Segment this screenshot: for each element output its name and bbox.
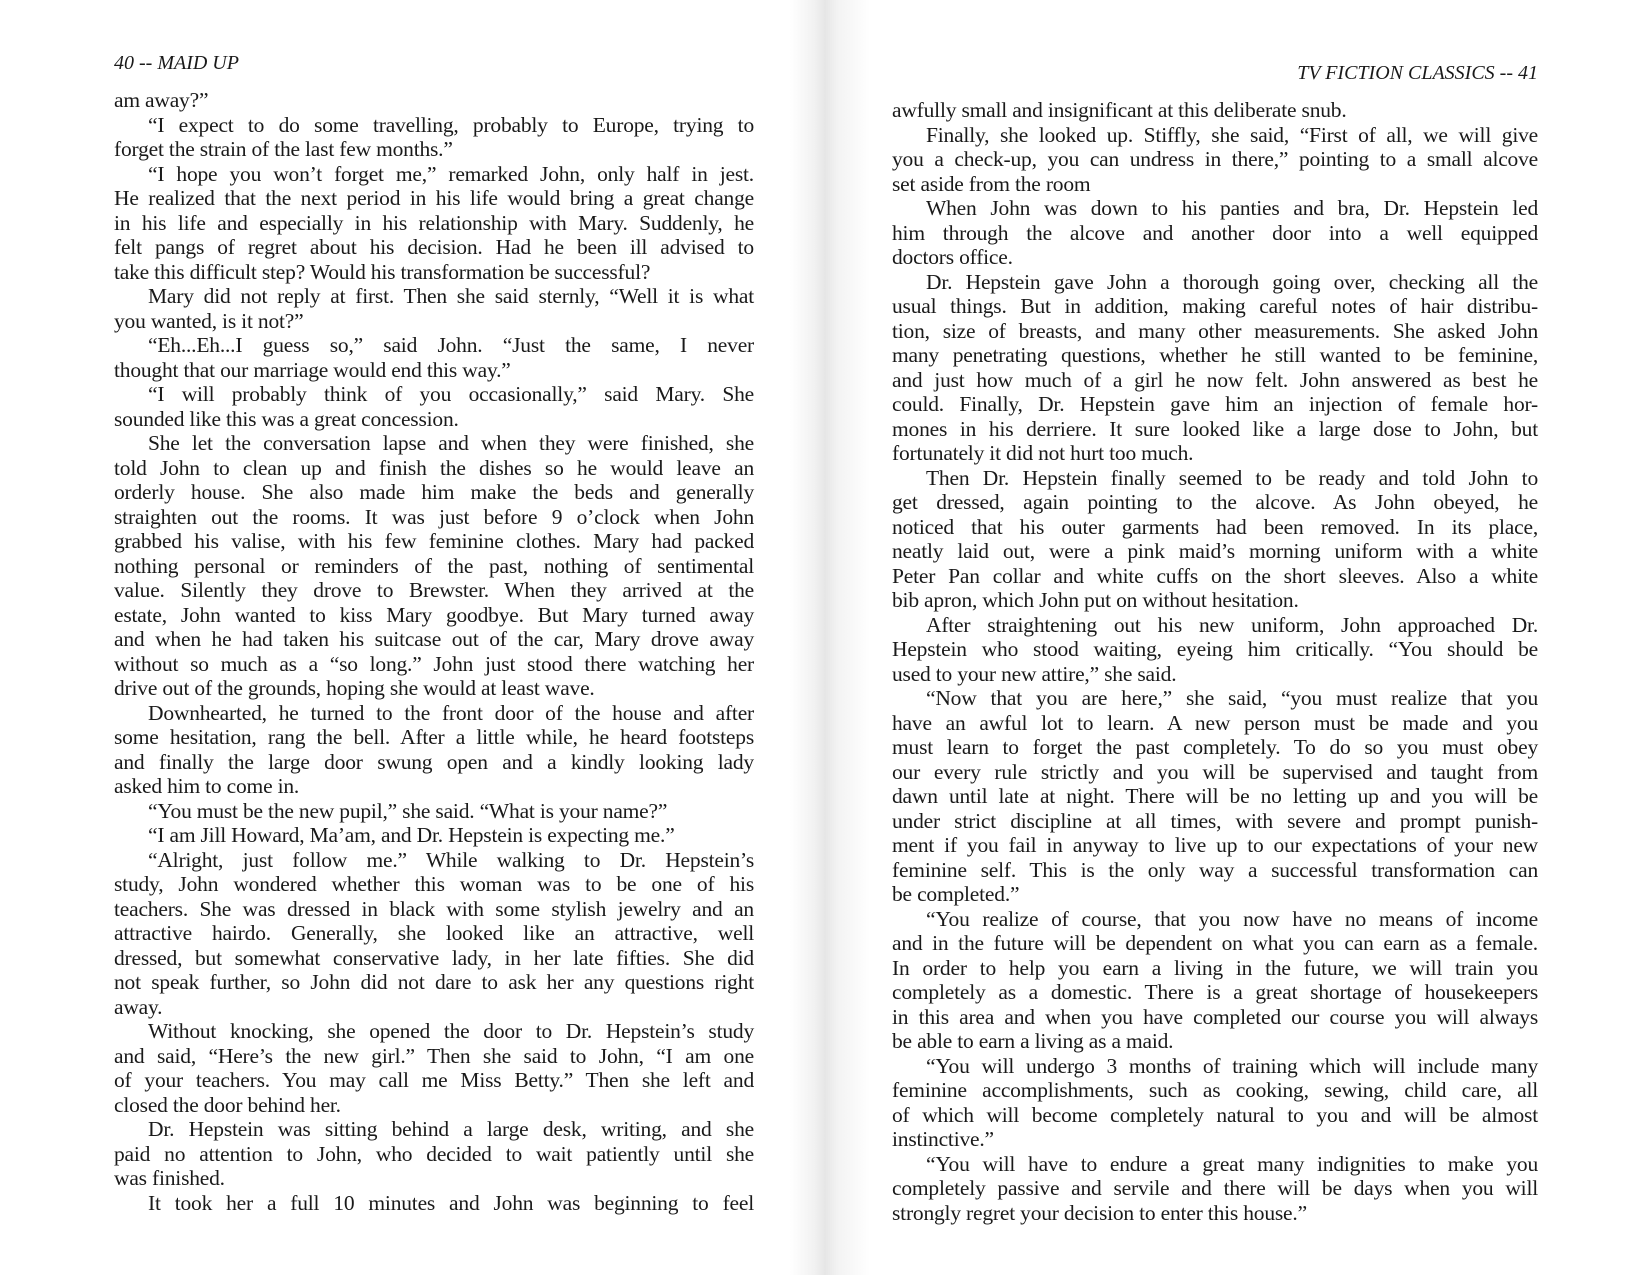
text-line: you a check-up, you can undress in there,” pointing to a small alcove — [892, 147, 1538, 171]
text-line: under strict discipline at all times, with severe and prompt punish- — [892, 808, 1538, 833]
text-line: awfully small and insignificant at this deliberate snub. — [892, 98, 1347, 122]
paragraph — [114, 848, 754, 1020]
text-line: paid no attention to John, who decided to wait patiently until she — [114, 1141, 754, 1166]
text-line: and in the future will be dependent on what you can earn as a female. — [892, 931, 1538, 955]
text-line: drive out of the grounds, hoping she would at least wave. — [114, 676, 595, 700]
paragraph — [892, 1152, 1538, 1226]
paragraph — [114, 823, 754, 848]
text-line: Mary did not reply at first. Then she said sternly, “Well it is what — [148, 284, 754, 308]
text-line: our every rule strictly and you will be supervised and taught from — [892, 759, 1538, 784]
text-line: She let the conversation lapse and when they were finished, she — [148, 431, 754, 455]
paragraph — [892, 98, 1538, 123]
text-line: tion, size of breasts, and many other measurements. She asked John — [892, 318, 1538, 343]
text-line: bib apron, which John put on without hesitation. — [892, 588, 1299, 612]
text-line: “Eh...Eh...I guess so,” said John. “Just the same, I never — [148, 333, 754, 357]
text-line: attractive hairdo. Generally, she looked like an attractive, well — [114, 921, 754, 945]
text-line: sounded like this was a great concession. — [114, 406, 459, 431]
text-line: Hepstein who stood waiting, eyeing him critically. “You should be — [892, 637, 1538, 661]
paragraph — [892, 613, 1538, 687]
text-line: am away?” — [114, 88, 209, 112]
paragraph — [114, 1019, 754, 1117]
text-line: “I expect to do some travelling, probably to Europe, trying to — [148, 112, 754, 137]
paragraph — [892, 123, 1538, 197]
text-line: feminine self. This is the only way a successful transformation can — [892, 857, 1538, 882]
text-line: “I am Jill Howard, Ma’am, and Dr. Hepstein is expecting me.” — [148, 823, 675, 847]
text-line: fortunately it did not hurt too much. — [892, 441, 1194, 465]
text-line: “You realize of course, that you now have no means of income — [926, 906, 1538, 931]
text-line: closed the door behind her. — [114, 1092, 341, 1117]
text-line: “You will have to endure a great many indignities to make you — [926, 1151, 1538, 1176]
text-line: Without knocking, she opened the door to Dr. Hepstein’s study — [148, 1019, 754, 1043]
text-line: dawn until late at night. There will be no letting up and you will be — [892, 784, 1538, 808]
text-line: Finally, she looked up. Stiffly, she said, “First of all, we will give — [926, 122, 1538, 147]
text-line: When John was down to his panties and bra, Dr. Hepstein led — [926, 196, 1538, 220]
paragraph — [892, 466, 1538, 613]
text-line: In order to help you earn a living in the future, we will train you — [892, 955, 1538, 980]
text-line: used to your new attire,” she said. — [892, 661, 1177, 686]
text-line: must learn to forget the past completely. To do so you must obey — [892, 735, 1538, 759]
text-line: After straightening out his new uniform, John approached Dr. — [926, 612, 1538, 637]
text-line: be able to earn a living as a maid. — [892, 1029, 1174, 1053]
text-line: teachers. She was dressed in black with some stylish jewelry and an — [114, 896, 754, 921]
paragraph — [892, 196, 1538, 270]
text-line: asked him to come in. — [114, 774, 300, 798]
text-line: “Alright, just follow me.” While walking to Dr. Hepstein’s — [148, 847, 754, 872]
text-line: you wanted, is it not?” — [114, 308, 304, 333]
text-line: Downhearted, he turned to the front door of the house and after — [148, 700, 754, 725]
text-line: neatly laid out, were a pink maid’s morning uniform with a white — [892, 539, 1538, 563]
right-page — [825, 0, 1650, 1275]
text-line: in this area and when you have completed our course you will always — [892, 1004, 1538, 1029]
paragraph — [892, 686, 1538, 907]
text-line: straighten out the rooms. It was just before 9 o’clock when John — [114, 504, 754, 529]
text-line: some hesitation, rang the bell. After a little while, he heard footsteps — [114, 725, 754, 749]
text-line: doctors office. — [892, 245, 1013, 269]
text-line: without so much as a “so long.” John just stood there watching her — [114, 651, 754, 676]
text-line: completely as a domestic. There is a great shortage of housekeepers — [892, 980, 1538, 1004]
paragraph — [892, 907, 1538, 1054]
text-line: set aside from the room — [892, 171, 1091, 196]
paragraph — [114, 162, 754, 285]
text-line: ment if you fail in anyway to live up to our expectations of your new — [892, 833, 1538, 857]
running-head-left: 40 -- MAID UP — [114, 52, 239, 74]
running-head-right: TV FICTION CLASSICS -- 41 — [1297, 62, 1538, 84]
paragraph — [114, 1117, 754, 1191]
right-page-body — [892, 98, 1538, 1225]
text-line: Dr. Hepstein gave John a thorough going over, checking all the — [926, 269, 1538, 294]
text-line: was finished. — [114, 1166, 225, 1190]
text-line: feminine accomplishments, such as cooking, sewing, child care, all — [892, 1078, 1538, 1102]
text-line: usual things. But in addition, making careful notes of hair distribu- — [892, 294, 1538, 318]
paragraph — [114, 431, 754, 701]
text-line: forget the strain of the last few months.” — [114, 137, 453, 161]
text-line: many penetrating questions, whether he still wanted to be feminine, — [892, 343, 1538, 367]
text-line: nothing personal or reminders of the past, nothing of sentimental — [114, 553, 754, 578]
text-line: instinctive.” — [892, 1127, 994, 1151]
text-line: Then Dr. Hepstein finally seemed to be ready and told John to — [926, 465, 1538, 490]
text-line: get dressed, again pointing to the alcove. As John obeyed, he — [892, 490, 1538, 514]
paragraph — [114, 284, 754, 333]
text-line: away. — [114, 994, 163, 1019]
paragraph — [114, 799, 754, 824]
paragraph — [892, 270, 1538, 466]
text-line: Peter Pan collar and white cuffs on the short sleeves. Also a white — [892, 563, 1538, 588]
text-line: could. Finally, Dr. Hepstein gave him an injection of female hor- — [892, 392, 1538, 416]
text-line: completely passive and servile and there will be days when you will — [892, 1176, 1538, 1200]
text-line: of your teachers. You may call me Miss Betty.” Then she left and — [114, 1068, 754, 1092]
text-line: and finally the large door swung open and a kindly looking lady — [114, 749, 754, 774]
text-line: strongly regret your decision to enter this house.” — [892, 1200, 1307, 1225]
text-line: not speak further, so John did not dare to ask her any questions right — [114, 970, 754, 994]
text-line: take this difficult step? Would his transformation be successful? — [114, 259, 651, 284]
text-line: of which will become completely natural to you and will be almost — [892, 1102, 1538, 1127]
paragraph — [114, 113, 754, 162]
text-line: “Now that you are here,” she said, “you must realize that you — [926, 686, 1538, 710]
text-line: noticed that his outer garments had been removed. In its place, — [892, 514, 1538, 539]
text-line: “I will probably think of you occasionally,” said Mary. She — [148, 382, 754, 406]
text-line: mones in his derriere. It sure looked like a large dose to John, but — [892, 416, 1538, 441]
text-line: He realized that the next period in his life would bring a great change — [114, 186, 754, 210]
text-line: and said, “Here’s the new girl.” Then she said to John, “I am one — [114, 1043, 754, 1068]
text-line: “You will undergo 3 months of training which will include many — [926, 1053, 1538, 1078]
paragraph — [114, 333, 754, 382]
text-line: It took her a full 10 minutes and John was beginning to feel — [148, 1190, 754, 1215]
paragraph — [114, 382, 754, 431]
text-line: “You must be the new pupil,” she said. “What is your name?” — [148, 798, 668, 823]
text-line: felt pangs of regret about his decision. Had he been ill advised to — [114, 235, 754, 259]
text-line: told John to clean up and finish the dishes so he would leave an — [114, 455, 754, 480]
text-line: and when he had taken his suitcase out of the car, Mary drove away — [114, 627, 754, 651]
text-line: have an awful lot to learn. A new person must be made and you — [892, 710, 1538, 735]
text-line: thought that our marriage would end this way.” — [114, 357, 511, 382]
paragraph — [892, 1054, 1538, 1152]
paragraph — [114, 1191, 754, 1216]
text-line: be completed.” — [892, 882, 1020, 906]
left-page-body — [114, 88, 754, 1215]
text-line: in his life and especially in his relationship with Mary. Suddenly, he — [114, 210, 754, 235]
text-line: orderly house. She also made him make the beds and generally — [114, 480, 754, 504]
text-line: Dr. Hepstein was sitting behind a large desk, writing, and she — [148, 1117, 754, 1141]
text-line: grabbed his valise, with his few feminine clothes. Mary had packed — [114, 529, 754, 553]
paragraph — [114, 701, 754, 799]
text-line: “I hope you won’t forget me,” remarked John, only half in jest. — [148, 161, 754, 186]
text-line: and just how much of a girl he now felt. John answered as best he — [892, 367, 1538, 392]
text-line: study, John wondered whether this woman was to be one of his — [114, 872, 754, 896]
text-line: estate, John wanted to kiss Mary goodbye. But Mary turned away — [114, 602, 754, 627]
paragraph — [114, 88, 754, 113]
text-line: dressed, but somewhat conservative lady, in her late fifties. She did — [114, 945, 754, 970]
text-line: value. Silently they drove to Brewster. When they arrived at the — [114, 578, 754, 602]
text-line: him through the alcove and another door into a well equipped — [892, 220, 1538, 245]
